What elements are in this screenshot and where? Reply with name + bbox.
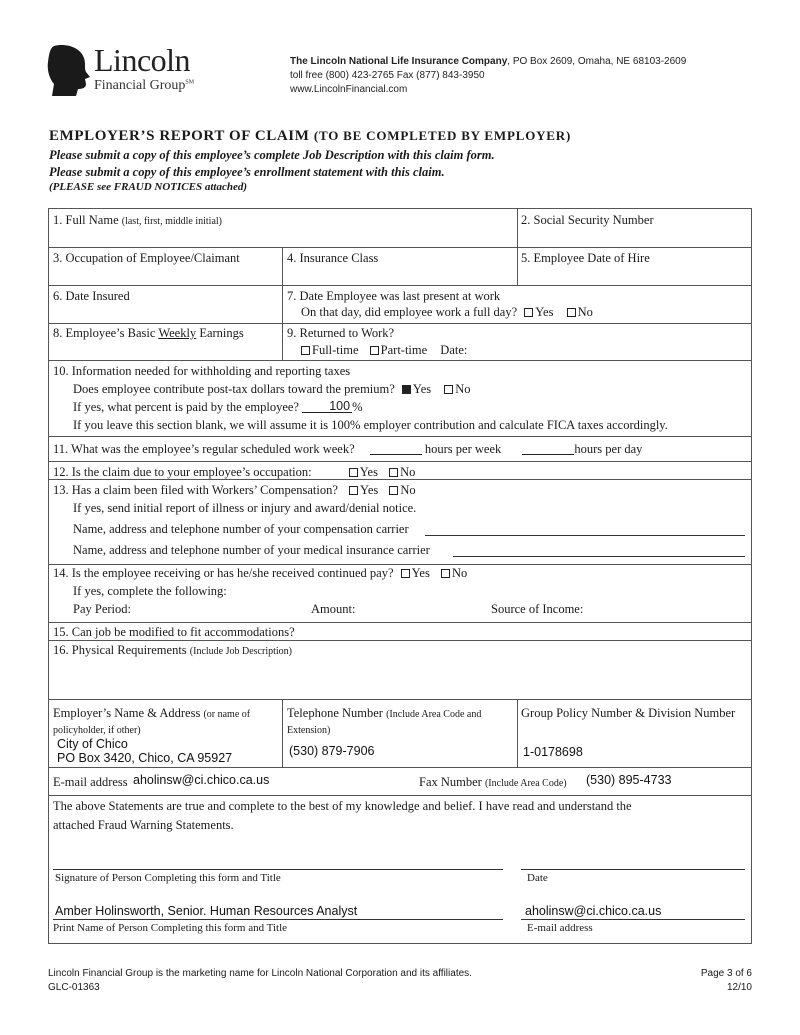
group-policy-value[interactable]: 1-0178698 [523, 745, 583, 759]
amount-label: Amount: [311, 602, 356, 616]
medical-carrier-field[interactable] [453, 556, 745, 557]
print-name-label: Print Name of Person Completing this form and Title [53, 922, 288, 934]
form-title: EMPLOYER’S REPORT OF CLAIM (TO BE COMPLETED BY EMPLOYER) [49, 128, 572, 144]
attestation-statement-2: attached Fraud Warning Statements. [53, 818, 234, 832]
employer-name-hint: policyholder, if other) [53, 725, 141, 736]
continued-pay-no-checkbox[interactable] [441, 569, 450, 578]
comp-carrier-field[interactable] [425, 535, 745, 536]
instruction-fraud: (PLEASE see FRAUD NOTICES attached) [49, 181, 248, 193]
occupation-label: 3. Occupation of Employee/Claimant [53, 251, 240, 265]
full-day-no-checkbox[interactable] [567, 308, 576, 317]
percent-question: If yes, what percent is paid by the employee? 100 % [73, 399, 363, 414]
full-day-question: On that day, did employee work a full day? Yes No [301, 305, 593, 319]
employer-name-value[interactable]: City of Chico [57, 737, 128, 751]
percent-value[interactable]: 100 [329, 399, 351, 413]
continued-pay-instruction: If yes, complete the following: [73, 584, 227, 598]
part-time-checkbox[interactable] [370, 346, 379, 355]
continued-pay-yes-checkbox[interactable] [401, 569, 410, 578]
employer-name-label: Employer’s Name & Address (or name of [53, 706, 251, 720]
lincoln-silhouette-icon [46, 44, 92, 98]
attestation-statement-1: The above Statements are true and complete to the best of my knowledge and belief. I have read and understand the [53, 799, 632, 813]
footer-date: 12/10 [726, 982, 752, 993]
date-field[interactable] [521, 869, 745, 870]
company-address: , PO Box 2609, Omaha, NE 68103-2609 [507, 56, 687, 67]
workers-comp-instruction: If yes, send initial report of illness or injury and award/denial notice. [73, 501, 417, 515]
occupation-yes-checkbox[interactable] [349, 468, 358, 477]
fax-value[interactable]: (530) 895-4733 [586, 773, 672, 787]
medical-carrier-label: Name, address and telephone number of your medical insurance carrier [73, 543, 430, 557]
footer-marketing: Lincoln Financial Group is the marketing name for Lincoln National Corporation and its affiliates. [48, 968, 472, 979]
date-of-hire-label: 5. Employee Date of Hire [521, 251, 650, 265]
footer-left [48, 967, 472, 995]
signature-label: Signature of Person Completing this form and Title [55, 872, 281, 884]
company-info [290, 55, 686, 97]
email-value[interactable]: aholinsw@ci.chico.ca.us [133, 773, 270, 787]
workers-comp-yes-checkbox[interactable] [349, 486, 358, 495]
lincoln-logo [46, 44, 216, 98]
employer-address-value[interactable]: PO Box 3420, Chico, CA 95927 [57, 751, 233, 765]
claim-form-table [48, 208, 752, 944]
last-present-label: 7. Date Employee was last present at work [287, 289, 501, 303]
fax-label: Fax Number (Include Area Code) [419, 775, 567, 789]
full-name-label: 1. Full Name (last, first, middle initial) [53, 213, 223, 227]
logo-wordmark: Lincoln [94, 42, 191, 78]
company-name: The Lincoln National Life Insurance Company [290, 56, 508, 67]
occupation-no-checkbox[interactable] [389, 468, 398, 477]
date-insured-label: 6. Date Insured [53, 289, 130, 303]
signature-field[interactable] [53, 869, 503, 870]
workers-comp-question: 13. Has a claim been filed with Workers’ Compensation? Yes No [53, 483, 416, 497]
email-label: E-mail address [53, 775, 128, 789]
email2-value[interactable]: aholinsw@ci.chico.ca.us [525, 904, 662, 918]
instruction-enrollment: Please submit a copy of this employee’s enrollment statement with this claim. [49, 165, 445, 179]
footer-right [701, 967, 752, 995]
occupation-claim-question: 12. Is the claim due to your employee’s occupation: Yes No [53, 465, 416, 479]
group-policy-label: Group Policy Number & Division Number [521, 706, 736, 720]
withholding-label: 10. Information needed for withholding and reporting taxes [53, 364, 351, 378]
pay-period-label: Pay Period: [73, 602, 131, 616]
telephone-value[interactable]: (530) 879-7906 [289, 744, 375, 758]
hours-per-day-field[interactable] [522, 443, 574, 455]
full-day-yes-checkbox[interactable] [524, 308, 533, 317]
source-of-income-label: Source of Income: [491, 602, 584, 616]
print-name-value[interactable]: Amber Holinsworth, Senior. Human Resources Analyst [55, 904, 358, 918]
returned-to-work-label: 9. Returned to Work? [287, 326, 395, 340]
instruction-job-description: Please submit a copy of this employee’s complete Job Description with this claim form. [49, 148, 495, 162]
fica-note: If you leave this section blank, we will assume it is 100% employer contribution and calculate FICA taxes accordingly. [73, 418, 668, 432]
footer-page-number: Page 3 of 6 [700, 968, 752, 979]
physical-requirements-label: 16. Physical Requirements (Include Job Description) [53, 643, 292, 657]
post-tax-question: Does employee contribute post-tax dollars toward the premium? Yes No [73, 382, 471, 396]
date-label: Date [527, 872, 548, 884]
footer-form-code: GLC-01363 [48, 982, 100, 993]
logo-subtitle: Financial Group℠ [94, 78, 195, 93]
weekly-earnings-label: 8. Employee’s Basic Weekly Earnings [53, 326, 244, 340]
work-week-question: 11. What was the employee’s regular scheduled work week? hours per week hours per day [53, 442, 643, 456]
continued-pay-question: 14. Is the employee receiving or has he/she received continued pay? Yes No [53, 566, 468, 580]
job-modified-question: 15. Can job be modified to fit accommodations? [53, 625, 295, 639]
full-time-checkbox[interactable] [301, 346, 310, 355]
email2-label: E-mail address [527, 922, 593, 934]
form-title-paren: (TO BE COMPLETED BY EMPLOYER) [313, 128, 572, 143]
workers-comp-no-checkbox[interactable] [389, 486, 398, 495]
hours-per-week-field[interactable] [370, 443, 422, 455]
telephone-label: Telephone Number (Include Area Code and [287, 706, 482, 720]
insurance-class-label: 4. Insurance Class [287, 251, 379, 265]
company-website[interactable]: www.LincolnFinancial.com [290, 84, 408, 95]
post-tax-yes-checkbox[interactable] [402, 385, 411, 394]
returned-options: Full-time Part-time Date: [297, 343, 467, 358]
telephone-hint: Extension) [287, 725, 331, 736]
company-phone: toll free (800) 423-2765 Fax (877) 843-3950 [290, 70, 485, 81]
post-tax-no-checkbox[interactable] [444, 385, 453, 394]
comp-carrier-label: Name, address and telephone number of your compensation carrier [73, 522, 409, 536]
ssn-label: 2. Social Security Number [521, 213, 654, 227]
